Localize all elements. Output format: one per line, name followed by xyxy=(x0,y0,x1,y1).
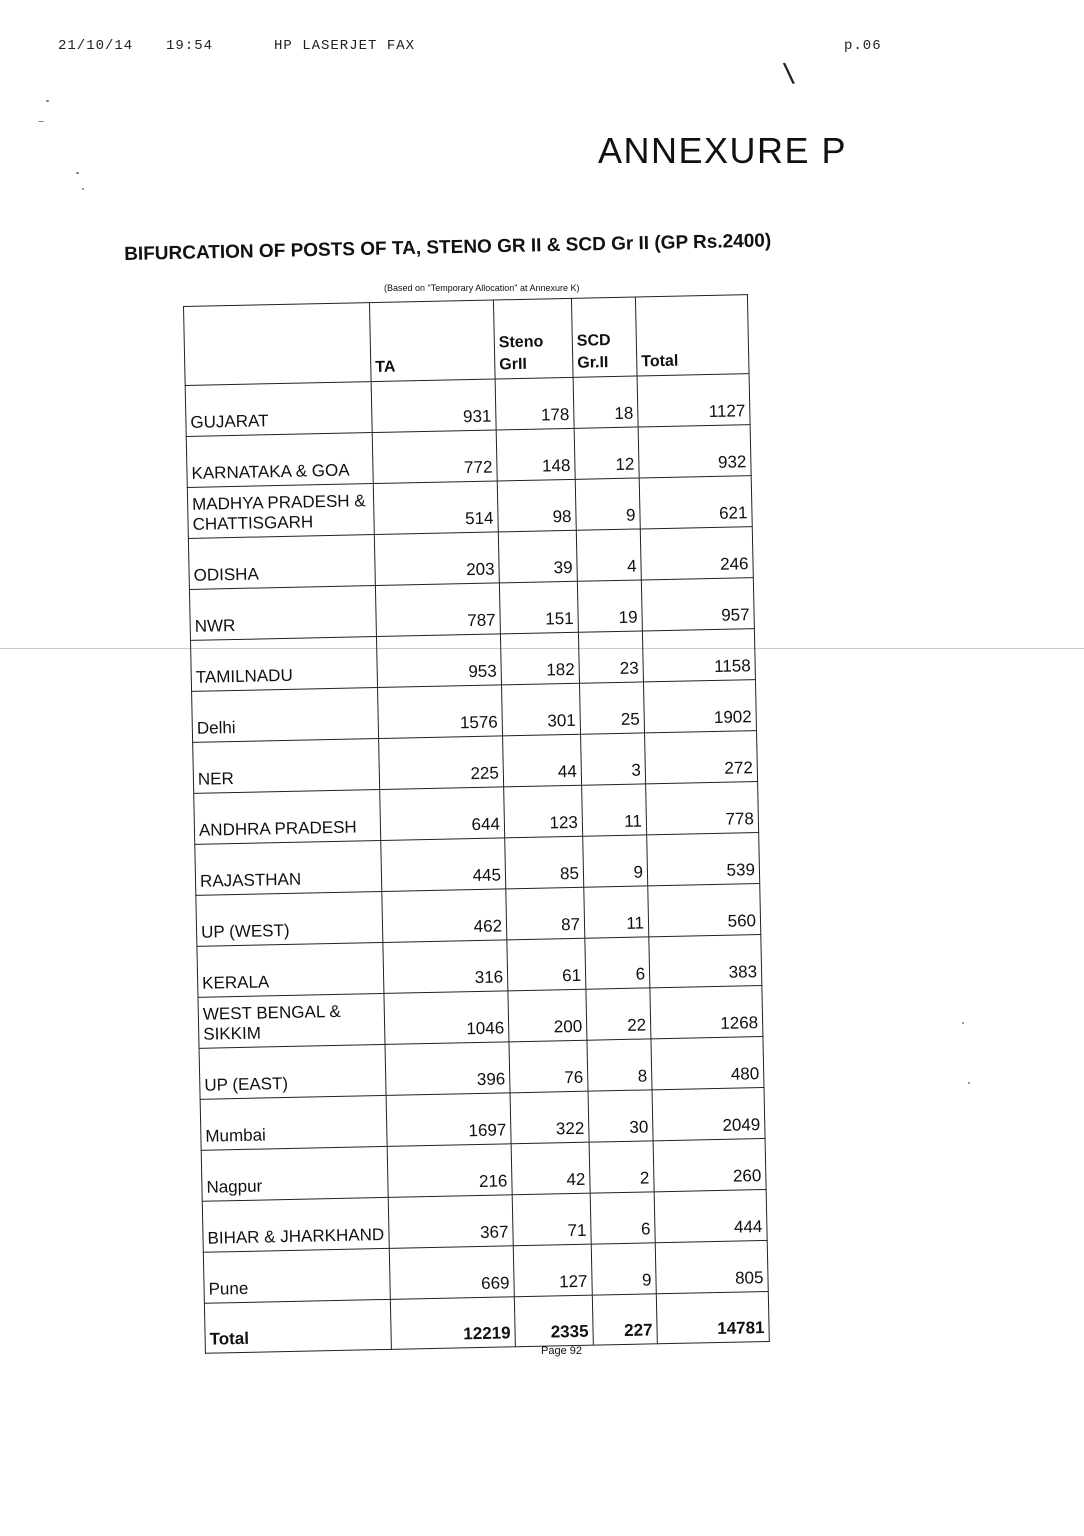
cell-scd: 9 xyxy=(583,835,648,887)
header-steno xyxy=(493,298,573,379)
cell-scd: 12 xyxy=(574,427,639,479)
cell-scd: 6 xyxy=(590,1192,655,1244)
cell-total: 560 xyxy=(648,884,761,937)
cell-steno: 127 xyxy=(513,1244,592,1297)
cell-state: ODISHA xyxy=(188,535,375,590)
header-steno-line1: Steno xyxy=(498,333,544,352)
cell-scd: 3 xyxy=(581,733,646,785)
cell-scd: 11 xyxy=(584,886,649,938)
fax-date: 21/10/14 xyxy=(58,38,134,54)
cell-total: 957 xyxy=(641,578,754,631)
scan-speck xyxy=(76,172,79,174)
cell-ta: 644 xyxy=(380,787,505,841)
scan-speck xyxy=(962,1022,964,1024)
cell-total: 2049 xyxy=(652,1088,765,1141)
cell-steno: 200 xyxy=(508,989,587,1042)
cell-ta: 216 xyxy=(387,1144,512,1198)
cell-total: 246 xyxy=(640,527,753,580)
cell-ta: 445 xyxy=(381,838,506,892)
margin-mark: \ xyxy=(782,57,797,92)
cell-state: GUJARAT xyxy=(185,382,372,437)
cell-scd: 19 xyxy=(577,580,642,632)
total-row xyxy=(204,1291,769,1353)
cell-total: 932 xyxy=(638,425,751,478)
cell-steno: 76 xyxy=(509,1040,588,1093)
cell-state: NWR xyxy=(189,586,376,641)
cell-total: 539 xyxy=(647,833,760,886)
cell-steno: 44 xyxy=(503,734,582,787)
cell-total: 383 xyxy=(649,935,762,988)
cell-total: 260 xyxy=(653,1138,766,1191)
scan-speck xyxy=(968,1082,970,1084)
cell-state: Delhi xyxy=(192,688,379,743)
cell-state: ANDHRA PRADESH xyxy=(194,789,381,844)
cell-total: 621 xyxy=(639,476,752,529)
cell-total: 1158 xyxy=(642,629,755,682)
cell-ta: 396 xyxy=(385,1042,510,1096)
header-scd-line1: SCD xyxy=(576,332,611,350)
page-footer: Page 92 xyxy=(541,1345,582,1357)
cell-scd: 9 xyxy=(575,478,640,530)
header-ta: TA xyxy=(369,300,495,382)
posts-table xyxy=(183,294,770,1354)
cell-total: 272 xyxy=(645,731,758,784)
fax-page-number: p.06 xyxy=(844,38,882,54)
cell-state: WEST BENGAL & SIKKIM xyxy=(198,993,385,1048)
cell-ta: 225 xyxy=(379,736,504,790)
cell-ta: 514 xyxy=(373,481,498,535)
cell-steno: 87 xyxy=(506,887,585,940)
cell-ta: 772 xyxy=(372,430,497,484)
cell-total: 1268 xyxy=(650,986,763,1039)
scan-speck xyxy=(46,100,49,102)
total-steno: 2335 xyxy=(514,1295,593,1347)
cell-ta: 1046 xyxy=(384,991,509,1045)
cell-scd: 9 xyxy=(591,1243,656,1295)
cell-ta: 1576 xyxy=(378,685,503,739)
cell-total: 480 xyxy=(651,1037,764,1090)
total-label: Total xyxy=(204,1299,391,1353)
cell-state: Pune xyxy=(203,1248,390,1303)
cell-state: UP (WEST) xyxy=(196,891,383,946)
header-scd xyxy=(571,297,637,377)
cell-steno: 182 xyxy=(500,632,579,685)
cell-scd: 25 xyxy=(579,682,644,734)
cell-ta: 931 xyxy=(371,379,496,433)
cell-ta: 367 xyxy=(388,1195,513,1249)
cell-total: 1902 xyxy=(643,680,756,733)
cell-state: UP (EAST) xyxy=(199,1044,386,1099)
cell-steno: 39 xyxy=(498,530,577,583)
cell-total: 805 xyxy=(655,1240,768,1293)
cell-steno: 71 xyxy=(512,1193,591,1246)
header-steno-line2: GrII xyxy=(499,355,528,374)
cell-steno: 98 xyxy=(497,479,576,532)
cell-total: 444 xyxy=(654,1189,767,1242)
cell-scd: 23 xyxy=(578,631,643,683)
posts-table-container xyxy=(183,294,770,1354)
cell-steno: 301 xyxy=(502,683,581,736)
cell-ta: 316 xyxy=(383,940,508,994)
cell-steno: 151 xyxy=(499,581,578,634)
cell-scd: 6 xyxy=(585,937,650,989)
fax-header xyxy=(58,38,898,60)
cell-scd: 8 xyxy=(587,1039,652,1091)
cell-state: BIHAR & JHARKHAND xyxy=(202,1197,389,1252)
cell-ta: 787 xyxy=(375,583,500,637)
cell-total: 778 xyxy=(646,782,759,835)
table-header-row xyxy=(184,295,750,386)
cell-scd: 18 xyxy=(573,376,638,428)
cell-ta: 1697 xyxy=(386,1093,511,1147)
cell-scd: 4 xyxy=(576,529,641,581)
cell-state: RAJASTHAN xyxy=(195,840,382,895)
cell-steno: 85 xyxy=(505,836,584,889)
fax-device: HP LASERJET FAX xyxy=(274,38,416,54)
cell-ta: 462 xyxy=(382,889,507,943)
cell-ta: 669 xyxy=(389,1246,514,1300)
cell-total: 1127 xyxy=(637,374,750,427)
cell-steno: 178 xyxy=(495,377,574,430)
cell-steno: 42 xyxy=(511,1142,590,1195)
cell-ta: 953 xyxy=(376,634,501,688)
cell-state: KERALA xyxy=(197,942,384,997)
fax-time: 19:54 xyxy=(166,38,214,54)
total-total: 14781 xyxy=(656,1291,769,1343)
header-state xyxy=(184,303,372,386)
cell-scd: 30 xyxy=(588,1090,653,1142)
cell-state: KARNATAKA & GOA xyxy=(186,433,373,488)
header-total: Total xyxy=(635,295,749,376)
annexure-label: ANNEXURE P xyxy=(598,130,848,171)
total-ta: 12219 xyxy=(390,1297,515,1350)
cell-steno: 123 xyxy=(504,785,583,838)
header-scd-line2: Gr.II xyxy=(577,354,609,372)
cell-state: NER xyxy=(193,738,380,793)
scan-speck xyxy=(38,121,44,122)
total-scd: 227 xyxy=(592,1294,657,1345)
document-title: BIFURCATION OF POSTS OF TA, STENO GR II & SCD Gr II (GP Rs.2400) xyxy=(124,230,772,265)
cell-steno: 322 xyxy=(510,1091,589,1144)
cell-scd: 2 xyxy=(589,1141,654,1193)
cell-steno: 61 xyxy=(507,938,586,991)
cell-state: Mumbai xyxy=(200,1095,387,1150)
scan-speck xyxy=(82,188,84,190)
cell-state: MADHYA PRADESH & CHATTISGARH xyxy=(187,484,374,539)
cell-steno: 148 xyxy=(496,428,575,481)
cell-state: Nagpur xyxy=(201,1146,388,1201)
cell-scd: 22 xyxy=(586,988,651,1040)
document-subtitle: (Based on "Temporary Allocation" at Annexure K) xyxy=(384,283,580,293)
cell-state: TAMILNADU xyxy=(191,637,378,692)
cell-scd: 11 xyxy=(582,784,647,836)
cell-ta: 203 xyxy=(374,532,499,586)
